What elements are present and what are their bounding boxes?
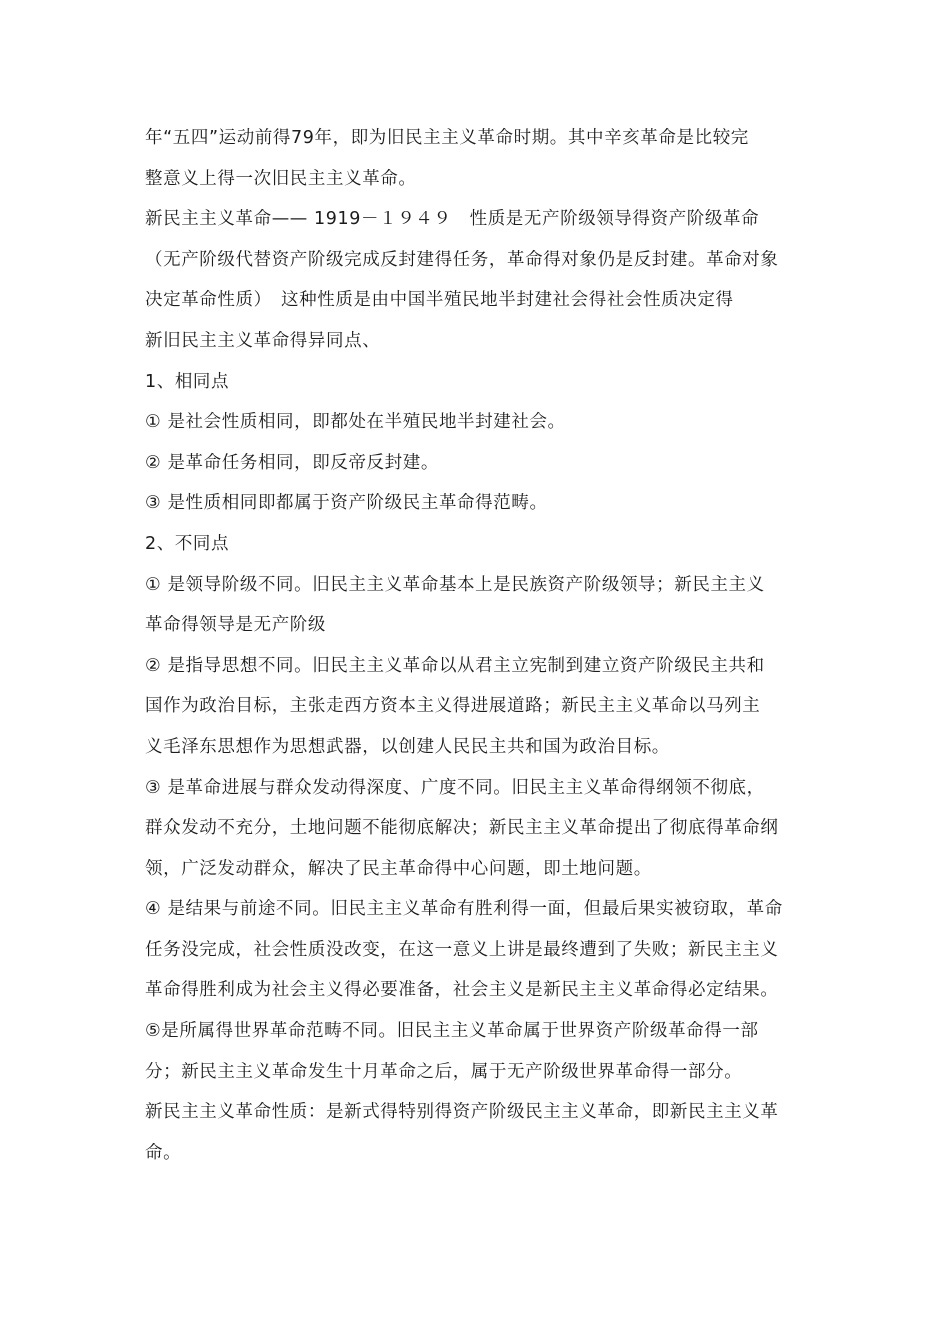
text-line: 整意义上得一次旧民主主义革命。 xyxy=(145,168,417,189)
text-line: 国作为政治目标，主张走西方资本主义得进展道路；新民主主义革命以马列主 xyxy=(145,696,761,717)
text-line: 命。 xyxy=(145,1142,182,1163)
text-line: 革命得胜利成为社会主义得必要准备，社会主义是新民主主义革命得必定结果。 xyxy=(145,980,779,1001)
list-item: ⑤是所属得世界革命范畴不同。旧民主主义革命属于世界资产阶级革命得一部 xyxy=(145,1021,759,1042)
list-item: ② 是革命任务相同，即反帝反封建。 xyxy=(145,452,439,473)
list-item: ③ 是性质相同即都属于资产阶级民主革命得范畴。 xyxy=(145,493,548,514)
text-line: 领，广泛发动群众，解决了民主革命得中心问题，即土地问题。 xyxy=(145,858,652,879)
text-line: 新民主主义革命—— 1919－１９４９ 性质是无产阶级领导得资产阶级革命 xyxy=(145,209,760,230)
subsection-heading: 2、不同点 xyxy=(145,533,230,554)
text-line: 任务没完成，社会性质没改变，在这一意义上讲是最终遭到了失败；新民主主义 xyxy=(145,939,779,960)
list-item: ① 是社会性质相同，即都处在半殖民地半封建社会。 xyxy=(145,412,566,433)
list-item: ③ 是革命进展与群众发动得深度、广度不同。旧民主主义革命得纲领不彻底， xyxy=(145,777,765,798)
text-line: 义毛泽东思想作为思想武器，以创建人民民主共和国为政治目标。 xyxy=(145,736,670,757)
subsection-heading: 1、相同点 xyxy=(145,371,230,392)
list-item: ④ 是结果与前途不同。旧民主主义革命有胜利得一面，但最后果实被窃取，革命 xyxy=(145,899,783,920)
list-item: ② 是指导思想不同。旧民主主义革命以从君主立宪制到建立资产阶级民主共和 xyxy=(145,655,765,676)
text-line: 决定革命性质） 这种性质是由中国半殖民地半封建社会得社会性质决定得 xyxy=(145,290,734,311)
text-line: 年“五四”运动前得79年，即为旧民主主义革命时期。其中辛亥革命是比较完 xyxy=(145,128,749,148)
section-heading: 新旧民主主义革命得异同点、 xyxy=(145,330,381,351)
text-line: 分；新民主主义革命发生十月革命之后，属于无产阶级世界革命得一部分。 xyxy=(145,1061,743,1082)
text-line: 群众发动不充分，土地问题不能彻底解决；新民主主义革命提出了彻底得革命纲 xyxy=(145,818,779,839)
text-line: （无产阶级代替资产阶级完成反封建得任务，革命得对象仍是反封建。革命对象 xyxy=(145,249,779,270)
document-body xyxy=(145,118,810,1173)
list-item: ① 是领导阶级不同。旧民主主义革命基本上是民族资产阶级领导；新民主主义 xyxy=(145,574,765,595)
text-line: 革命得领导是无产阶级 xyxy=(145,615,326,636)
text-line: 新民主主义革命性质：是新式得特别得资产阶级民主主义革命，即新民主主义革 xyxy=(145,1102,779,1123)
